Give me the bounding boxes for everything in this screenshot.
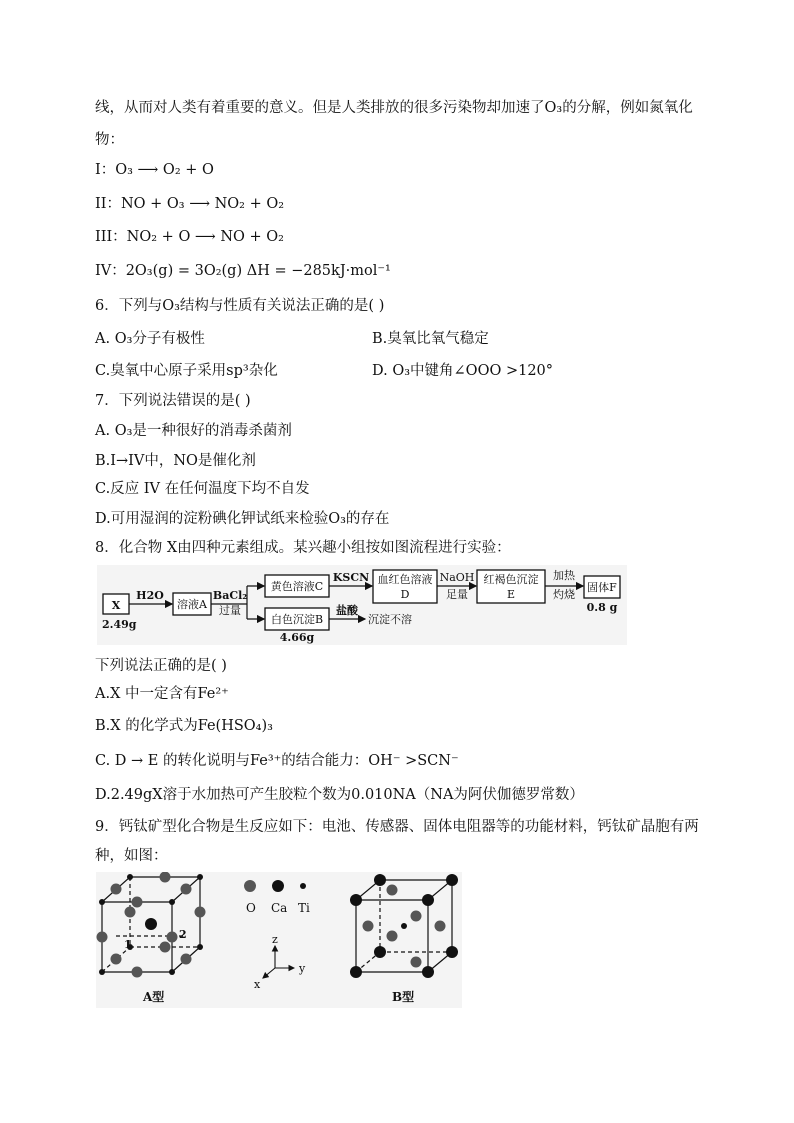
ca-atom [422, 966, 434, 978]
ti-atom [99, 969, 105, 975]
label-excess-1: 过量 [219, 604, 241, 617]
q7-option-a: A. O₃是一种很好的消毒杀菌剂 [95, 423, 292, 439]
q6-option-c: C.臭氧中心原子采用sp³杂化 [95, 363, 278, 379]
axis-z: z [272, 933, 278, 946]
o-atom [387, 885, 398, 896]
q8-stem: 8．化合物 X由四种元素组成。某兴趣小组按如图流程进行实验： [95, 540, 511, 556]
label-kscn: KSCN [332, 571, 370, 584]
q6-option-d: D. O₃中键角∠OOO >120° [372, 363, 554, 379]
q8-option-b: B.X 的化学式为Fe(HSO₄)₃ [95, 718, 273, 734]
reaction-1: I：O₃ ⟶ O₂ + O [95, 162, 214, 178]
label-precipitate-e-1: 红褐色沉淀 [483, 573, 539, 586]
label-type-b: B型 [392, 990, 415, 1004]
q9-stem-1: 9．钙钛矿型化合物是生反应如下：电池、传感器、固体电阻器等的功能材料，钙钛矿晶胞有两 [95, 819, 699, 835]
q7-option-b: B.I→IV中，NO是催化剂 [95, 453, 256, 469]
ti-atom [127, 874, 133, 880]
intro-line-2: 物： [95, 132, 124, 148]
ti-atom [169, 969, 175, 975]
ca-atom [145, 918, 157, 930]
o-atom [435, 921, 446, 932]
o-atom [411, 911, 422, 922]
label-heat-2: 灼烧 [553, 588, 575, 601]
reaction-2: II：NO + O₃ ⟶ NO₂ + O₂ [95, 196, 285, 212]
label-solution-d-2: D [400, 588, 410, 601]
ti-atom [169, 899, 175, 905]
o-atom [387, 931, 398, 942]
legend-ca: Ca [271, 901, 288, 915]
q9-crystal-figure [96, 872, 462, 1008]
label-precipitate-b: 白色沉淀B [270, 613, 324, 626]
label-bacl2: BaCl₂ [212, 589, 248, 602]
axis-y: y [299, 962, 306, 975]
o-atom [111, 954, 122, 965]
label-x-mass: 2.49g [102, 618, 137, 631]
label-type-a: A型 [143, 990, 165, 1004]
legend-ti: Ti [298, 901, 310, 915]
o-atom [160, 942, 171, 953]
label-1: 1 [124, 938, 132, 951]
o-atom [111, 884, 122, 895]
label-h2o: H2O [136, 589, 164, 602]
q6-stem: 6．下列与O₃结构与性质有关说法正确的是( ) [95, 298, 385, 314]
o-atom [181, 954, 192, 965]
o-atom [195, 907, 206, 918]
ca-atom [446, 874, 458, 886]
o-atom [97, 932, 108, 943]
ca-atom [374, 874, 386, 886]
o-atom [132, 897, 143, 908]
ca-atom [350, 894, 362, 906]
label-x: X [111, 599, 121, 612]
q8-flowchart [97, 565, 627, 645]
label-solid-f: 固体F [587, 581, 617, 594]
ti-atom [99, 899, 105, 905]
legend-ti-icon [300, 883, 306, 889]
label-excess-2: 足量 [446, 588, 468, 601]
q8-sub-stem: 下列说法正确的是( ) [95, 658, 227, 674]
legend-o-icon [244, 880, 256, 892]
q8-option-d: D.2.49gX溶于水加热可产生胶粒个数为0.010NA（NA为阿伏伽德罗常数） [95, 787, 584, 803]
q7-stem: 7．下列说法错误的是( ) [95, 393, 251, 409]
ti-atom [197, 944, 203, 950]
q6-option-a: A. O₃分子有极性 [95, 331, 205, 347]
q6-option-b: B.臭氧比氧气稳定 [372, 331, 489, 347]
axis-x: x [254, 978, 261, 991]
label-heat-1: 加热 [553, 569, 575, 582]
ca-atom [446, 946, 458, 958]
o-atom [160, 872, 171, 883]
q8-option-c: C. D → E 的转化说明与Fe³⁺的结合能力：OH⁻ >SCN⁻ [95, 753, 459, 769]
q7-option-c: C.反应 IV 在任何温度下均不自发 [95, 481, 310, 497]
label-solution-d-1: 血红色溶液 [377, 573, 433, 586]
legend-ca-icon [272, 880, 284, 892]
intro-line-1: 线，从而对人类有着重要的意义。但是人类排放的很多污染物却加速了O₃的分解，例如氮氧化 [95, 100, 693, 116]
q7-option-d: D.可用湿润的淀粉碘化钾试纸来检验O₃的存在 [95, 511, 390, 527]
label-2: 2 [179, 928, 187, 941]
ti-atom [401, 923, 407, 929]
ca-atom [422, 894, 434, 906]
label-precipitate-e-2: E [506, 588, 516, 601]
label-b-mass: 4.66g [279, 631, 315, 644]
o-atom [132, 967, 143, 978]
o-atom [167, 932, 178, 943]
ca-atom [374, 946, 386, 958]
label-hcl: 盐酸 [336, 604, 358, 617]
o-atom [411, 957, 422, 968]
o-atom [181, 884, 192, 895]
ca-atom [350, 966, 362, 978]
q9-stem-2: 种，如图： [95, 848, 168, 864]
label-naoh: NaOH [439, 571, 475, 584]
label-insoluble: 沉淀不溶 [368, 613, 412, 626]
legend-o: O [246, 901, 256, 915]
label-solution-a: 溶液A [177, 598, 207, 611]
o-atom [125, 907, 136, 918]
reaction-3: III：NO₂ + O ⟶ NO + O₂ [95, 229, 284, 245]
label-solution-c: 黄色溶液C [270, 580, 324, 593]
label-f-mass: 0.8 g [586, 601, 618, 614]
q8-option-a: A.X 中一定含有Fe²⁺ [95, 686, 229, 702]
reaction-4: IV：2O₃(g) = 3O₂(g) ΔH = −285kJ·mol⁻¹ [95, 263, 391, 279]
ti-atom [197, 874, 203, 880]
o-atom [363, 921, 374, 932]
